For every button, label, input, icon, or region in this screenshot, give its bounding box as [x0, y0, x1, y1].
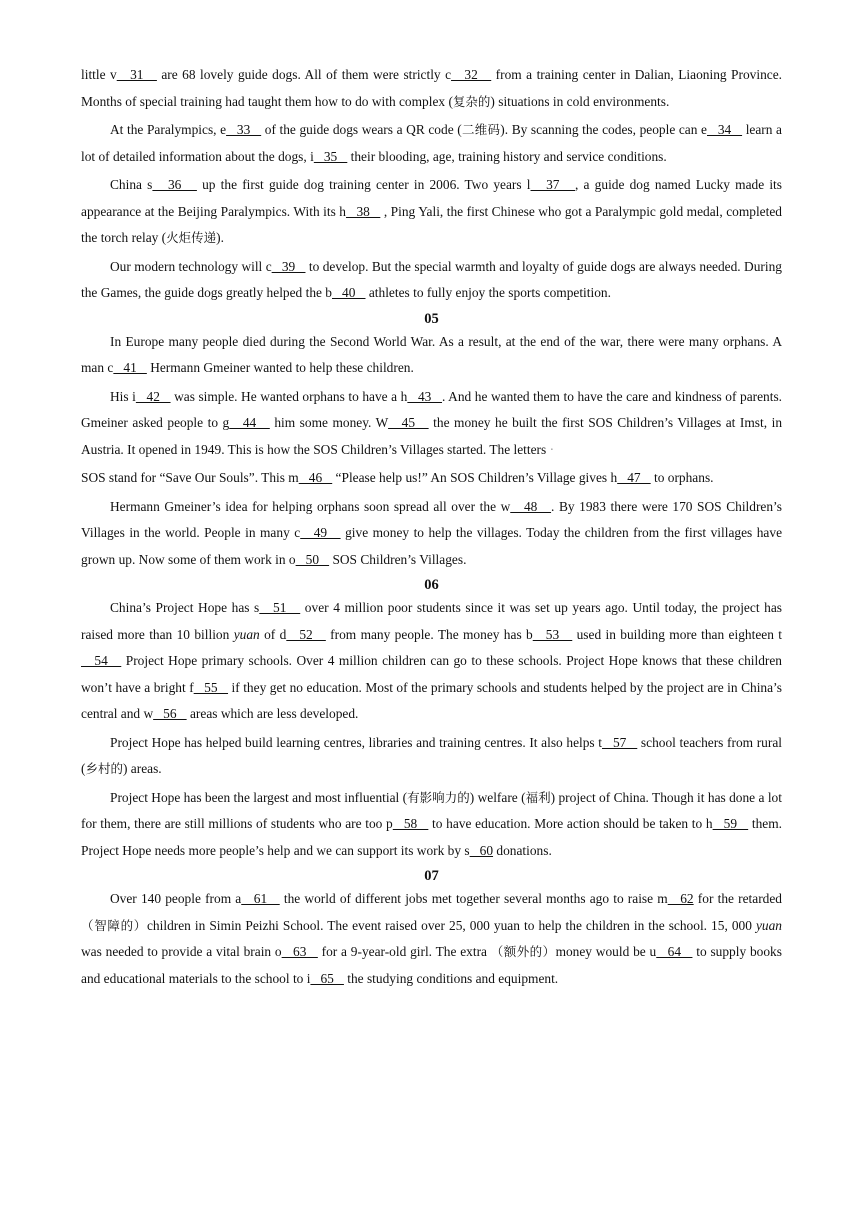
numbered-blank: 56: [153, 706, 187, 721]
text-run: if they get no education. Most of the primary schools and students helped by the project are in China’s central and w: [81, 679, 782, 721]
text-run: their blooding, age, training history and service conditions.: [347, 148, 667, 164]
text-run: , a guide dog named Lucky made its appearance at the Beijing Paralympics. With its h: [81, 177, 782, 219]
numbered-blank: 52: [286, 626, 326, 642]
paragraph: [81, 595, 782, 728]
text-run: money would be u: [555, 944, 657, 959]
text-run: Over 140 people from a: [110, 891, 242, 906]
passage-section: [81, 309, 782, 574]
numbered-blank: 44: [229, 415, 270, 430]
stray-mark: ·: [549, 441, 555, 457]
text-run: of d: [259, 626, 287, 642]
italic-word: yuan: [233, 626, 260, 642]
text-run: the money he built the first SOS Children’s Villages at Imst, in Austria. It opened in 1949. This is how the SOS Children’s Villages started. The letters: [81, 415, 783, 457]
text-run: ) welfare (: [469, 789, 526, 805]
text-run: for the retarded: [693, 891, 782, 906]
numbered-blank: 51: [259, 600, 301, 615]
text-run: children in Simin Peizhi School. The event raised over 25, 000 yuan to help the children in the school. 15, 000: [146, 917, 756, 933]
passage-section: [81, 62, 782, 307]
text-run: to orphans.: [650, 470, 714, 485]
paragraph: [81, 384, 782, 464]
numbered-blank: 45: [388, 415, 429, 430]
paragraph: [81, 117, 782, 170]
text-run: . By 1983 there were 170 SOS Children’s Villages in the world. People in many c: [81, 498, 782, 540]
text-run: Hermann Gmeiner wanted to help these children.: [146, 360, 414, 375]
numbered-blank: 53: [532, 626, 573, 642]
text-run: the world of different jobs met together several months ago to raise m: [279, 891, 668, 906]
text-run: China s: [110, 177, 153, 192]
text-run: At the Paralympics, e: [110, 122, 227, 137]
numbered-blank: 42: [135, 388, 171, 404]
numbered-blank: 47: [617, 470, 651, 485]
paragraph: [81, 172, 782, 252]
passage-section: [81, 575, 782, 864]
numbered-blank: 49: [300, 525, 341, 540]
text-run: for a 9-year-old girl. The extra: [317, 944, 491, 959]
numbered-blank: 32: [451, 67, 492, 82]
paragraph: [81, 62, 782, 115]
chinese-gloss: 福利: [525, 789, 551, 805]
numbered-blank: 50: [295, 551, 330, 567]
numbered-blank: 33: [226, 122, 262, 137]
text-run: from many people. The money has b: [325, 626, 533, 642]
text-run: Project Hope has helped build learning centres, libraries and training centres. It also helps t: [110, 734, 603, 750]
numbered-blank: 48: [510, 498, 552, 514]
text-run: was needed to provide a vital brain o: [81, 944, 282, 959]
passage-section: [81, 866, 782, 992]
numbered-blank: 39: [271, 258, 306, 274]
text-run: In Europe many people died during the Second World War. As a result, at the end of the war, there were many orphans. A man c: [81, 333, 782, 375]
text-run: China’s Project Hope has s: [110, 600, 260, 615]
text-run: learn a lot of detailed information about the dogs, i: [81, 122, 783, 164]
italic-word: yuan: [755, 917, 782, 933]
text-run: from a training center in Dalian, Liaoning Province. Months of special training had taught them how to do with complex (: [81, 67, 782, 109]
numbered-blank: 65: [310, 970, 344, 986]
text-run: ) areas.: [122, 761, 162, 776]
paragraph: [81, 254, 782, 307]
text-run: donations.: [493, 842, 552, 858]
passage-content: [81, 62, 782, 994]
text-run: SOS stand for “Save Our Souls”. This m: [81, 470, 299, 485]
paragraph: [81, 329, 782, 382]
paragraph: [81, 494, 782, 574]
numbered-blank: 60: [469, 842, 494, 858]
text-run: them. Project Hope needs more people’s help and we can support its work by s: [81, 816, 782, 858]
chinese-gloss: （智障的）: [81, 917, 147, 933]
text-run: school teachers from rural (: [81, 734, 782, 776]
numbered-blank: 46: [298, 470, 333, 485]
text-run: give money to help the villages. Today the children from the first villages have grown up. Now some of them work in o: [81, 525, 783, 567]
text-run: to supply books and educational materials to the school to i: [81, 944, 782, 986]
numbered-blank: 41: [113, 360, 147, 375]
text-run: ) project of China. Though it has done a lot for them, there are still millions of students who are too p: [81, 789, 782, 831]
text-run: of the guide dogs wears a QR code (: [261, 122, 462, 137]
passage-number-heading: 05: [424, 310, 439, 327]
text-run: little v: [81, 67, 117, 82]
paragraph: [81, 785, 782, 865]
passage-number-heading: 07: [424, 868, 439, 884]
text-run: athletes to fully enjoy the sports competition.: [365, 285, 611, 300]
numbered-blank: 40: [332, 285, 366, 300]
chinese-gloss: 火炬传递: [166, 230, 217, 245]
chinese-gloss: 有影响力的: [407, 789, 470, 805]
text-run: ). By scanning the codes, people can e: [500, 122, 708, 137]
numbered-blank: 35: [313, 148, 348, 164]
chinese-gloss: （额外的）: [490, 944, 556, 959]
text-run: are 68 lovely guide dogs. All of them were strictly c: [156, 67, 452, 82]
text-run: Our modern technology will c: [110, 258, 272, 274]
text-run: the studying conditions and equipment.: [343, 970, 559, 986]
numbered-blank: 36: [152, 177, 197, 192]
text-run: SOS Children’s Villages.: [329, 551, 467, 567]
numbered-blank: 34: [707, 122, 743, 137]
text-run: to have education. More action should be taken to h: [428, 816, 713, 831]
text-run: over 4 million poor students since it was set up years ago. Until today, the project has raised more than 10 billion: [81, 600, 782, 642]
text-run: , Ping Yali, the first Chinese who got a Paralympic gold medal, completed the torch relay (: [81, 203, 782, 245]
text-run: “Please help us!” An SOS Children’s Village gives h: [332, 470, 618, 485]
numbered-blank: 59: [712, 816, 749, 831]
text-run: used in building more than eighteen t: [572, 626, 782, 642]
numbered-blank: 37: [530, 177, 576, 192]
numbered-blank: 58: [392, 816, 429, 831]
text-run: Hermann Gmeiner’s idea for helping orphans soon spread all over the w: [110, 498, 511, 514]
numbered-blank: 63: [281, 944, 318, 959]
text-run: areas which are less developed.: [186, 706, 359, 721]
numbered-blank: 61: [241, 891, 280, 906]
text-run: . And he wanted them to have the care and kindness of parents. Gmeiner asked people to g: [81, 388, 783, 430]
numbered-blank: 62: [667, 891, 694, 906]
text-run: him some money. W: [269, 415, 389, 430]
paragraph: [81, 465, 782, 492]
text-run: Project Hope has been the largest and most influential (: [110, 789, 408, 805]
paragraph: [81, 730, 782, 783]
text-run: ).: [216, 230, 224, 245]
numbered-blank: 64: [656, 944, 693, 959]
chinese-gloss: 乡村的: [85, 761, 123, 776]
text-run: to develop. But the special warmth and loyalty of guide dogs are always needed. During the Games, the guide dogs greatly helped the b: [81, 258, 782, 300]
numbered-blank: 43: [407, 388, 443, 404]
text-run: Project Hope primary schools. Over 4 million children can go to these schools. Project Hope knows that these children won’t have a bright f: [81, 653, 782, 695]
text-run: His i: [110, 388, 136, 404]
numbered-blank: 38: [345, 203, 381, 219]
numbered-blank: 57: [602, 734, 638, 750]
text-run: ) situations in cold environments.: [490, 93, 670, 109]
passage-number-heading: 06: [424, 577, 439, 593]
chinese-gloss: 复杂的: [452, 93, 491, 109]
paragraph: [81, 886, 782, 992]
numbered-blank: 54: [81, 653, 122, 668]
numbered-blank: 55: [193, 679, 229, 695]
text-run: up the first guide dog training center in 2006. Two years l: [196, 177, 531, 192]
numbered-blank: 31: [116, 67, 157, 82]
chinese-gloss: 二维码: [461, 122, 501, 137]
text-run: was simple. He wanted orphans to have a h: [170, 388, 408, 404]
